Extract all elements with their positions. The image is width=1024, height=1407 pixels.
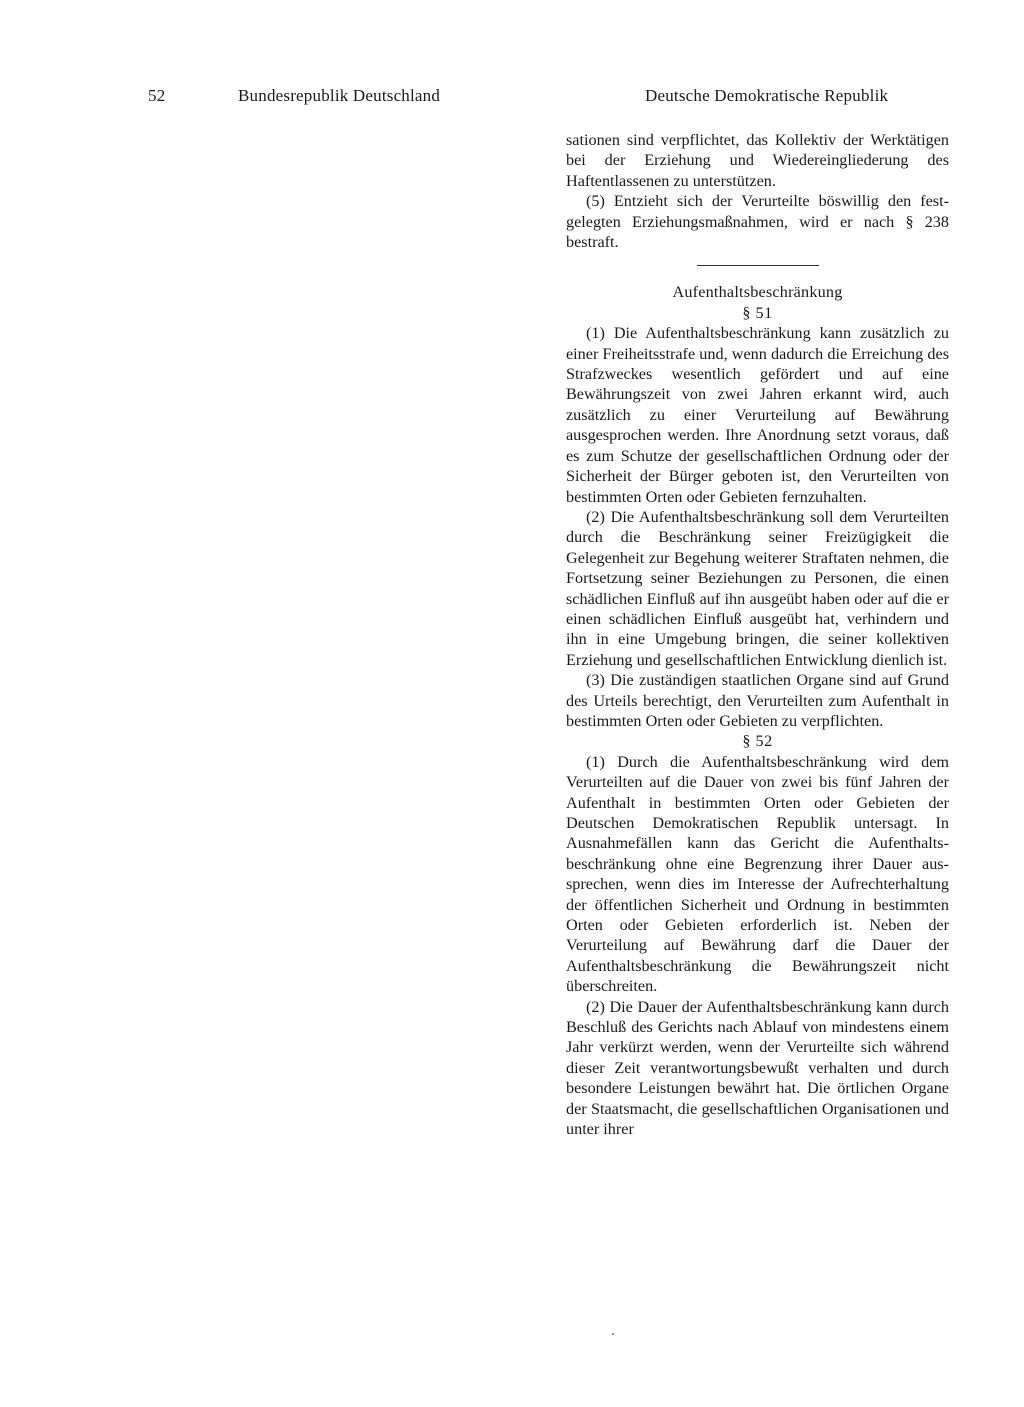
continuation-paragraph: sationen sind verpflichtet, das Kollektiv der Werktätigen bei der Erziehung und Wiedereingliederung des Haftentlassenen zu unterstützen. xyxy=(566,131,949,190)
text-column xyxy=(566,130,949,1140)
section-51-paragraph-3: (3) Die zuständigen staatlichen Organe sind auf Grund des Urteils berechtigt, den Verurteilten zum Aufenthalt in bestimmten Orten oder Gebieten zu verpflichten. xyxy=(566,671,949,730)
section-52-paragraph-1: (1) Durch die Aufenthaltsbeschränkung wird dem Verurteilten auf die Dauer von zwei bis fünf Jahren der Aufenthalt in bestimmten Orten oder Gebieten der Deutschen Demokratischen Republik untersagt. In Ausnahmefällen kann das Gericht die Aufenthaltsbeschränkung ohne eine Begrenzung ihrer Dauer aussprechen, wenn dies im Interesse der Aufrechterhaltung der öffentlichen Sicherheit und Ordnung in bestimmten Orten oder Gebieten erforderlich ist. Neben der Verurteilung auf Bewährung darf die Dauer der Aufenthaltsbeschränkung die Bewährungszeit nicht überschreiten. xyxy=(566,752,949,996)
section-51-paragraph-1: (1) Die Aufenthaltsbeschränkung kann zusätzlich zu einer Freiheitsstrafe und, wenn dadurch die Erreichung des Strafzweckes wesentlich gefördert und auf eine Bewährungszeit von zwei Jahren erkannt wird, auch zusätzlich zu einer Verurteilung auf Bewährung ausgesprochen werden. Ihre Anordnung setzt voraus, daß es zum Schutze der gesellschaftlichen Ordnung oder der Sicherheit der Bürger geboten ist, den Verurteilten von bestimmten Orten oder Gebieten fernzuhalten. xyxy=(566,324,949,506)
header-right-title: Deutsche Demokratische Republik xyxy=(645,86,889,105)
paragraph-5: (5) Entzieht sich der Verurteilte böswillig den festgelegten Erziehungsmaßnahmen, wird er nach § 238 bestraft. xyxy=(566,192,949,252)
section-52-mark: § 52 xyxy=(742,732,773,751)
section-heading: Aufenthaltsbeschränkung xyxy=(672,283,843,302)
section-52-paragraph-2: (2) Die Dauer der Aufenthaltsbeschränkung kann durch Beschluß des Gerichts nach Ablauf von mindestens einem Jahr verkürzt werden, wenn der Verurteilte sich während dieser Zeit verantwortungsbewußt verhalten und durch besondere Leistungen bewährt hat. Die örtlichen Organe der Staatsmacht, die gesellschaftlichen Organisationen und unter ihrer xyxy=(566,997,949,1139)
page-number: 52 xyxy=(148,86,166,105)
section-51-paragraph-2: (2) Die Aufenthaltsbeschränkung soll dem Verurteilten durch die Beschränkung seiner Freizügigkeit die Gelegenheit zur Begehung weiterer Straftaten nehmen, die Fortsetzung seiner Beziehungen zu Personen, die einen schädlichen Einfluß auf ihn ausgeübt haben oder auf die er einen schädlichen Einfluß ausgeübt hat, verhindern und ihn in eine Umgebung bringen, die seiner kollektiven Erziehung und gesellschaftlichen Entwicklung dienlich ist. xyxy=(566,507,949,669)
section-51-mark: § 51 xyxy=(742,303,773,322)
section-divider xyxy=(697,265,819,266)
stray-mark xyxy=(612,1333,614,1335)
header-left-title: Bundesrepublik Deutschland xyxy=(238,86,441,105)
